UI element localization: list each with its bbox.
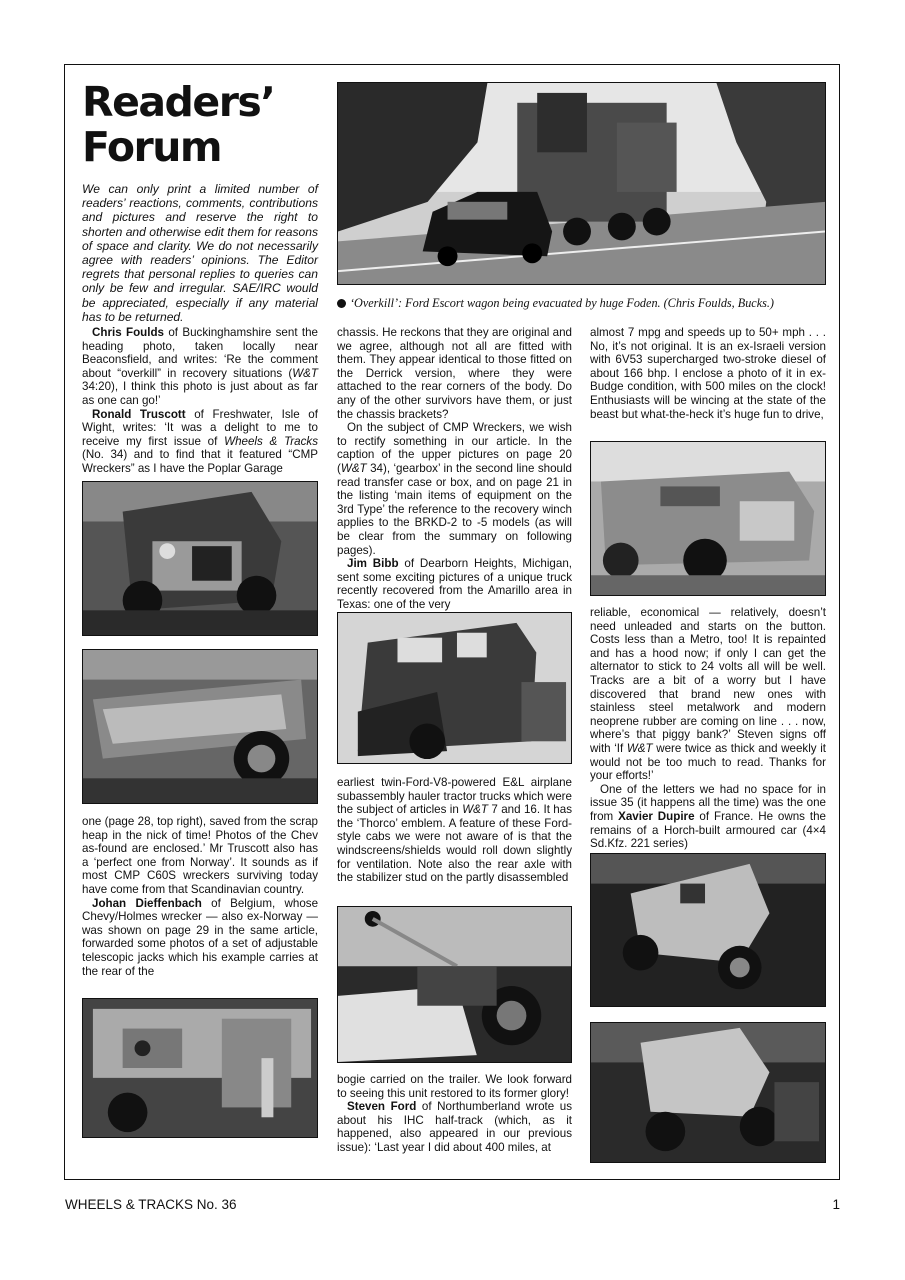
paragraph-halftrack-continued: reliable, economical — relatively, doesn’t need unleaded and starts on the button. Costs less than a Metro, too! It is repainted and has a hood now; if only I can get the alternator to stick to 24 volts all will be well. Tracks are a bit of a worry but I have discovered that brand new ones with stainless steel metalwork and modern neoprene rubber are coming on line . . . now, where’s that piggy bank?’ Steven signs off with ‘If W&T were twice as thick and weekly it would not be too much to read. Thanks for your efforts!’	[590, 606, 826, 783]
title-line-2: Forum	[82, 123, 222, 171]
column-1-top	[82, 326, 318, 476]
photo-el-tractor-truck	[337, 612, 572, 764]
caption-text: ‘Overkill’: Ford Escort wagon being evacuated by huge Foden. (Chris Foulds, Bucks.)	[350, 296, 774, 310]
paragraph-chris-foulds: Chris Foulds of Buckinghamshire sent the heading photo, taken locally near Beaconsfield, and writes: ‘Re the comment about “overkill” in recovery situations (W&T 34:20), I think this photo is just about as far as one can go!’	[82, 326, 318, 407]
paragraph-johan-dieffenbach: Johan Dieffenbach of Belgium, whose Chevy/Holmes wrecker — also ex-Norway — was shown on page 29 in the same article, forwarded some photos of a set of adjustable telescopic jacks which his example carries at the rear of the	[82, 896, 319, 978]
page-title	[82, 80, 322, 170]
name-xavier-dupire: Xavier Dupire	[618, 809, 695, 823]
name-steven-ford: Steven Ford	[347, 1100, 417, 1114]
bullet-icon	[337, 299, 346, 308]
paragraph-steven-ford: Steven Ford of Northumberland wrote us about his IHC half-track (which, as it happened, also appeared in our previous issue): ‘Last year I did about 400 miles, at	[337, 1100, 572, 1154]
paragraph-cmp-wreckers: On the subject of CMP Wreckers, we wish to rectify something in our article. In the caption of the upper pictures on page 20 (W&T 34), ‘gearbox’ in the second line should read transfer case or box, and on page 21 in the listing ‘main items of equipment on the 3rd Type’ the reference to the recovery winch applies to the BRKD-2 to -5 models (as will be clear from the summary on following pages).	[337, 421, 572, 557]
photo-ihc-halftrack	[590, 441, 826, 596]
paragraph-el-tractor: earliest twin-Ford-V8-powered E&L airplane subassembly hauler tractor trucks which were the subject of articles in W&T 7 and 16. It has the ‘Thorco’ emblem. A feature of these Ford-style cabs we were not aware of is that the windscreens/shields would roll down slightly for ventilation. Note also the rear axle with the stabilizer stud on the partly disassembled	[337, 776, 573, 885]
intro-text: We can only print a limited number of readers’ reactions, comments, contributions and pictures and reserve the right to shorten and otherwise edit them for reasons of space and clarity. We do not necessarily agree with readers’ opinions. The Editor regrets that personal replies to queries can only be few and irregular. SAE/IRC would be appreciated, especially if any material has to be returned.	[82, 182, 318, 324]
column-1-middle	[82, 815, 318, 978]
name-johan-dieffenbach: Johan Dieffenbach	[92, 896, 202, 910]
column-2-top	[337, 326, 572, 611]
photo-chev-wrecker-body	[82, 649, 318, 804]
paragraph-chassis: chassis. He reckons that they are original and we agree, although not all are fitted with them. They appear identical to those fitted on the Derrick version, where they were attached to the rear corners of the body. Do any of the other survivors have them, or just the chassis brackets?	[337, 326, 572, 421]
paragraph-ihc-halftrack: almost 7 mpg and speeds up to 50+ mph . . . No, it’s not original. It is an ex-Israeli version with 6V53 supercharged two-stroke diesel of about 166 bhp. I enclose a photo of it in ex-Budge condition, with 500 miles on the clock! Enthusiasts will be wincing at the state of the beast but what-the-heck it’s huge fun to drive,	[590, 326, 826, 421]
name-jim-bibb: Jim Bibb	[347, 557, 399, 571]
column-3-middle	[590, 606, 826, 851]
photo-bogie-trailer	[337, 906, 572, 1063]
column-2-bottom	[337, 1073, 572, 1155]
photo-telescopic-jacks	[82, 998, 318, 1138]
paragraph-bogie: bogie carried on the trailer. We look forward to seeing this unit restored to its former glory!	[337, 1073, 572, 1100]
column-2-middle	[337, 776, 572, 885]
name-chris-foulds: Chris Foulds	[92, 326, 164, 339]
title-line-1: Readers’	[82, 78, 275, 126]
footer-publication: WHEELS & TRACKS No. 36	[65, 1197, 237, 1212]
paragraph-ronald-truscott: Ronald Truscott of Freshwater, Isle of Wight, writes: ‘It was a delight to me to receive my first issue of Wheels & Tracks (No. 34) and to find that it featured “CMP Wreckers” as I have the Poplar Garage	[82, 407, 318, 475]
heading-photo-caption	[337, 296, 827, 311]
paragraph-jim-bibb: Jim Bibb of Dearborn Heights, Michigan, sent some exciting pictures of a unique truck recently recovered from the Amarillo area in Texas: one of the very	[337, 557, 572, 611]
photo-armoured-car-rear	[590, 1022, 826, 1163]
photo-foden-escort	[337, 82, 826, 285]
paragraph-truscott-continued: one (page 28, top right), saved from the scrap heap in the nick of time! Photos of the Chev as-found are enclosed.’ Mr Truscott also has a ‘perfect one from Norway’. It sounds as if most CMP C60S wreckers surviving today have come from that Scandinavian country.	[82, 815, 318, 896]
paragraph-xavier-dupire: One of the letters we had no space for in issue 35 (it happens all the time) was the one from Xavier Dupire of France. He owns the remains of a Horch-built armoured car (4×4 Sd.Kfz. 221 series)	[590, 782, 826, 851]
photo-chev-wrecker-front	[82, 481, 318, 636]
footer-page-number: 1	[832, 1197, 840, 1212]
name-ronald-truscott: Ronald Truscott	[92, 407, 186, 421]
column-3-top	[590, 326, 826, 421]
photo-armoured-car-front	[590, 853, 826, 1007]
